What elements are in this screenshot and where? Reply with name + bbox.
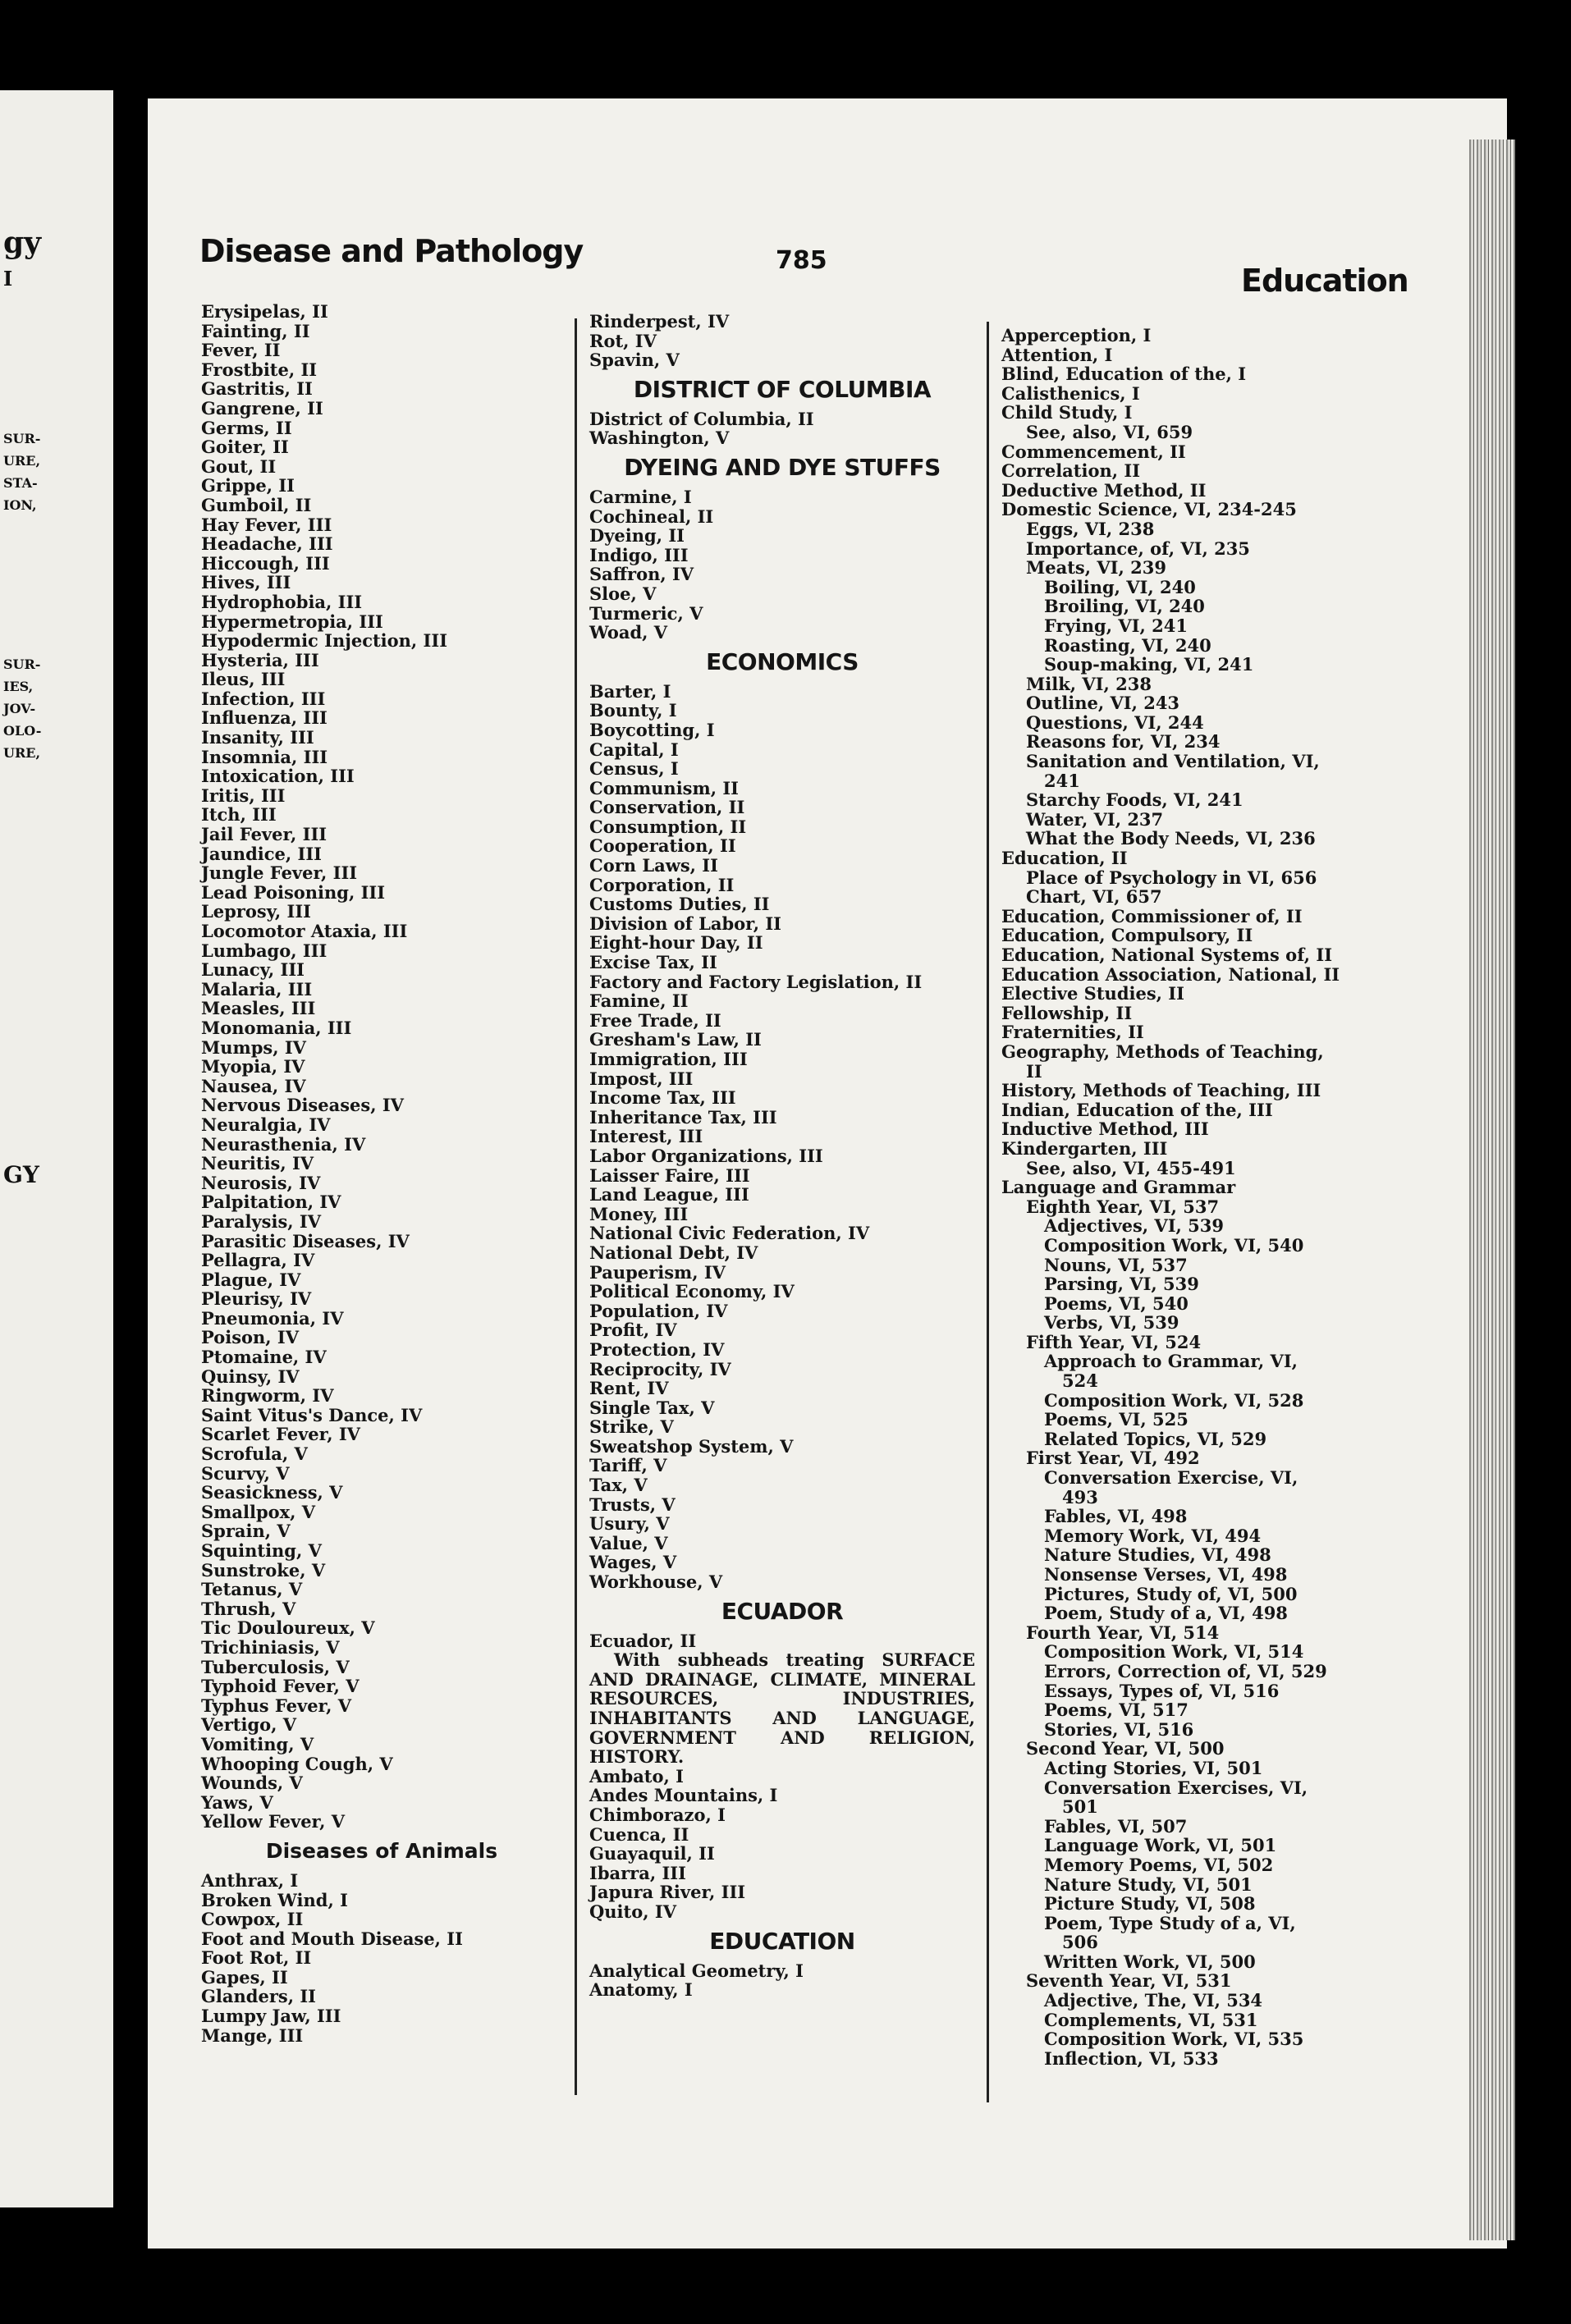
index-entry: Elective Studies, II	[1001, 983, 1184, 1004]
index-entry: Composition Work, VI, 540	[1044, 1234, 1304, 1256]
index-entry: Consumption, II	[589, 816, 747, 837]
index-entry: Wages, V	[589, 1552, 677, 1573]
index-entry: Typhus Fever, V	[201, 1695, 352, 1716]
index-entry: Conservation, II	[589, 797, 745, 818]
index-entry: Sloe, V	[589, 583, 657, 604]
page-number: 785	[776, 246, 827, 275]
index-entry: Neuritis, IV	[201, 1153, 314, 1174]
index-entry: Barter, I	[589, 680, 671, 702]
index-entry: 493	[1062, 1486, 1098, 1507]
index-entry: Education, II	[1001, 848, 1128, 869]
index-entry: Conversation Exercises, VI,	[1044, 1777, 1308, 1798]
section-heading: DYEING AND DYE STUFFS	[624, 453, 941, 481]
index-entry: Foot Rot, II	[201, 1947, 312, 1969]
index-entry: Money, III	[589, 1203, 689, 1224]
index-entry: Indian, Education of the, III	[1001, 1099, 1273, 1120]
index-entry: Plague, IV	[201, 1269, 301, 1290]
index-entry: Hypodermic Injection, III	[201, 630, 448, 652]
index-entry: Monomania, III	[201, 1017, 352, 1038]
index-column-1	[201, 302, 562, 2045]
index-entry: Tax, V	[589, 1475, 648, 1496]
index-entry: Chart, VI, 657	[1026, 886, 1162, 908]
index-entry: Erysipelas, II	[201, 301, 328, 322]
index-entry: Pleurisy, IV	[201, 1288, 312, 1310]
index-entry: Saint Vitus's Dance, IV	[201, 1404, 423, 1425]
index-entry: II	[1026, 1060, 1042, 1082]
index-entry: Stories, VI, 516	[1044, 1718, 1194, 1740]
index-entry: Corn Laws, II	[589, 855, 718, 876]
facing-page-fragment: JOV-	[3, 701, 36, 716]
index-entry: Usury, V	[589, 1513, 670, 1535]
index-entry: Communism, II	[589, 777, 739, 798]
index-entry: Fellowship, II	[1001, 1002, 1133, 1023]
index-entry: Anthrax, I	[201, 1869, 299, 1891]
index-entry: Cuenca, II	[589, 1823, 689, 1845]
index-entry: Fraternities, II	[1001, 1022, 1144, 1043]
index-entry: Gastritis, II	[201, 378, 313, 400]
index-entry: Poems, VI, 525	[1044, 1409, 1189, 1430]
index-entry: Soup-making, VI, 241	[1044, 654, 1254, 675]
index-entry: Itch, III	[201, 804, 277, 826]
index-entry: Paralysis, IV	[201, 1210, 322, 1232]
index-entry: Eight-hour Day, II	[589, 932, 763, 954]
page-stack-edge	[1469, 140, 1515, 2240]
facing-page-fragment: STA-	[3, 475, 38, 491]
index-entry: Foot and Mouth Disease, II	[201, 1928, 463, 1949]
index-entry: Seventh Year, VI, 531	[1026, 1970, 1232, 1992]
subheads-note: With subheads treating SURFACE AND DRAINAGE, CLIMATE, MINERAL RESOURCES, INDUSTRIES, INHABITANTS AND LANGUAGE, GOVERNMENT AND RELIGION, HISTORY.	[589, 1649, 975, 1768]
index-entry: Vomiting, V	[201, 1733, 314, 1754]
index-entry: Pneumonia, IV	[201, 1307, 344, 1329]
index-entry: Ileus, III	[201, 669, 286, 690]
index-entry: Outline, VI, 243	[1026, 693, 1180, 714]
index-entry: Adjective, The, VI, 534	[1044, 1990, 1263, 2011]
index-entry: Fables, VI, 507	[1044, 1815, 1188, 1837]
index-entry: Roasting, VI, 240	[1044, 634, 1211, 656]
index-entry: Pauperism, IV	[589, 1261, 726, 1283]
index-entry: Lumpy Jaw, III	[201, 2006, 341, 2027]
index-entry: Hay Fever, III	[201, 514, 332, 535]
index-entry: Nausea, IV	[201, 1075, 306, 1096]
index-entry: Immigration, III	[589, 1049, 748, 1069]
index-entry: Poems, VI, 540	[1044, 1292, 1189, 1314]
index-entry: See, also, VI, 455-491	[1026, 1157, 1236, 1178]
index-entry: Geography, Methods of Teaching,	[1001, 1041, 1324, 1062]
index-entry: Spavin, V	[589, 350, 680, 371]
index-entry: Carmine, I	[589, 486, 692, 507]
index-entry: Domestic Science, VI, 234-245	[1001, 499, 1297, 520]
index-entry: Parsing, VI, 539	[1044, 1274, 1199, 1295]
index-entry: Insomnia, III	[201, 746, 328, 767]
index-entry: Child Study, I	[1001, 402, 1133, 423]
facing-page-fragment: GY	[3, 1161, 39, 1188]
index-entry: Written Work, VI, 500	[1044, 1951, 1256, 1972]
index-entry: Education, National Systems of, II	[1001, 945, 1333, 965]
index-entry: Palpitation, IV	[201, 1192, 341, 1213]
index-entry: Influenza, III	[201, 707, 327, 729]
index-entry: Meats, VI, 239	[1026, 557, 1166, 579]
index-entry: Ptomaine, IV	[201, 1347, 327, 1368]
index-entry: Verbs, VI, 539	[1044, 1312, 1179, 1334]
index-entry: Value, V	[589, 1532, 668, 1553]
index-entry: Reciprocity, IV	[589, 1358, 731, 1379]
index-entry: Poem, Type Study of a, VI,	[1044, 1912, 1296, 1933]
index-entry: Rent, IV	[589, 1378, 669, 1399]
index-entry: Grippe, II	[201, 475, 295, 496]
index-entry: Jail Fever, III	[201, 824, 327, 845]
index-entry: Jungle Fever, III	[201, 862, 358, 884]
facing-page-fragment: ION,	[3, 497, 37, 513]
index-entry: Broiling, VI, 240	[1044, 596, 1205, 617]
index-entry: Correlation, II	[1001, 460, 1141, 482]
index-entry: Single Tax, V	[589, 1397, 715, 1418]
index-entry: Profit, IV	[589, 1320, 677, 1341]
section-heading: EDUCATION	[709, 1927, 855, 1955]
column-rule	[575, 318, 577, 2095]
index-entry: Protection, IV	[589, 1338, 725, 1360]
index-entry: 524	[1062, 1370, 1098, 1392]
index-entry: 501	[1062, 1796, 1098, 1818]
index-entry: Nonsense Verses, VI, 498	[1044, 1564, 1288, 1585]
index-column-3	[1001, 326, 1412, 2068]
index-entry: Essays, Types of, VI, 516	[1044, 1680, 1280, 1701]
index-entry: Chimborazo, I	[589, 1804, 726, 1825]
index-entry: Quito, IV	[589, 1901, 676, 1922]
index-entry: Neuralgia, IV	[201, 1114, 331, 1135]
index-entry: Adjectives, VI, 539	[1044, 1215, 1224, 1237]
index-entry: Errors, Correction of, VI, 529	[1044, 1660, 1327, 1681]
index-entry: Trusts, V	[589, 1494, 676, 1515]
index-entry: Tariff, V	[589, 1455, 667, 1476]
index-entry: Scarlet Fever, IV	[201, 1424, 360, 1445]
index-entry: Poison, IV	[201, 1327, 300, 1348]
index-entry: Scurvy, V	[201, 1462, 290, 1484]
running-head-left: Disease and Pathology	[199, 233, 584, 269]
index-entry: Ibarra, III	[589, 1862, 686, 1883]
index-entry: Leprosy, III	[201, 901, 311, 922]
index-entry: Trichiniasis, V	[201, 1636, 340, 1658]
index-entry: Lumbago, III	[201, 940, 327, 961]
index-entry: History, Methods of Teaching, III	[1001, 1080, 1321, 1101]
index-entry: Cochineal, II	[589, 506, 714, 527]
index-entry: Excise Tax, II	[589, 952, 717, 973]
running-head-right: Education	[1241, 263, 1408, 299]
facing-page-fragment: gy	[3, 226, 42, 260]
index-entry: Inheritance Tax, III	[589, 1106, 777, 1128]
facing-page-edge	[0, 90, 113, 2207]
index-entry: Ringworm, IV	[201, 1385, 334, 1407]
index-entry: Nature Studies, VI, 498	[1044, 1544, 1271, 1566]
index-entry: Gumboil, II	[201, 494, 312, 515]
index-entry: Broken Wind, I	[201, 1889, 348, 1910]
index-entry: Squinting, V	[201, 1540, 322, 1561]
index-entry: Ecuador, II	[589, 1630, 697, 1651]
index-entry: Capital, I	[589, 739, 679, 760]
index-entry: Boycotting, I	[589, 719, 715, 740]
index-entry: Hiccough, III	[201, 552, 330, 574]
index-entry: Education, Commissioner of, II	[1001, 905, 1303, 926]
index-entry: Jaundice, III	[201, 843, 322, 864]
index-entry: Typhoid Fever, V	[201, 1676, 360, 1697]
index-entry: Fainting, II	[201, 320, 310, 341]
index-entry: Corporation, II	[589, 874, 735, 895]
index-entry: Boiling, VI, 240	[1044, 576, 1196, 597]
index-entry: Neurasthenia, IV	[201, 1133, 366, 1155]
index-entry: Whooping Cough, V	[201, 1753, 393, 1774]
facing-page-fragment: URE,	[3, 745, 41, 761]
index-entry: Language Work, VI, 501	[1044, 1835, 1277, 1856]
index-entry: Mange, III	[201, 2024, 304, 2046]
index-entry: Gout, II	[201, 455, 277, 477]
index-entry: Water, VI, 237	[1026, 808, 1164, 830]
index-entry: Intoxication, III	[201, 766, 355, 787]
index-entry: Hives, III	[201, 572, 291, 593]
index-entry: Parasitic Diseases, IV	[201, 1230, 410, 1251]
index-entry: Division of Labor, II	[589, 913, 781, 934]
index-entry: Importance, of, VI, 235	[1026, 538, 1250, 559]
index-entry: Approach to Grammar, VI,	[1044, 1351, 1298, 1372]
index-entry: Fever, II	[201, 340, 281, 361]
index-entry: Malaria, III	[201, 978, 313, 1000]
facing-page-fragment: I	[3, 267, 13, 290]
section-heading: DISTRICT OF COLUMBIA	[633, 375, 932, 403]
index-entry: Population, IV	[589, 1300, 728, 1321]
section-heading: ECUADOR	[721, 1597, 844, 1625]
index-entry: Wounds, V	[201, 1773, 303, 1794]
index-entry: Glanders, II	[201, 1986, 316, 2007]
index-entry: Hydrophobia, III	[201, 591, 363, 612]
index-entry: Washington, V	[589, 428, 730, 449]
index-entry: Attention, I	[1001, 344, 1113, 365]
index-entry: Calisthenics, I	[1001, 382, 1140, 404]
index-entry: Apperception, I	[1001, 325, 1152, 345]
index-entry: Tuberculosis, V	[201, 1656, 350, 1677]
index-entry: Impost, III	[589, 1068, 694, 1089]
index-entry: Myopia, IV	[201, 1056, 305, 1077]
index-entry: Sunstroke, V	[201, 1559, 326, 1581]
index-entry: Dyeing, II	[589, 525, 685, 547]
index-entry: Andes Mountains, I	[589, 1785, 778, 1806]
index-entry: Place of Psychology in VI, 656	[1026, 867, 1317, 888]
facing-page-fragment: URE,	[3, 453, 41, 469]
index-entry: Bounty, I	[589, 700, 677, 721]
index-entry: 241	[1044, 770, 1080, 791]
index-entry: Nature Study, VI, 501	[1044, 1873, 1253, 1895]
index-entry: Memory Work, VI, 494	[1044, 1525, 1262, 1546]
index-entry: Woad, V	[589, 622, 668, 643]
index-entry: Famine, II	[589, 990, 689, 1012]
index-entry: Picture Study, VI, 508	[1044, 1893, 1256, 1915]
index-entry: Measles, III	[201, 998, 316, 1019]
index-entry: Customs Duties, II	[589, 894, 770, 915]
index-entry: Pictures, Study of, VI, 500	[1044, 1583, 1298, 1604]
index-entry: Composition Work, VI, 528	[1044, 1389, 1304, 1411]
index-entry: Seasickness, V	[201, 1482, 343, 1503]
index-entry: Education, Compulsory, II	[1001, 925, 1253, 946]
index-entry: Rot, IV	[589, 330, 657, 351]
index-entry: Composition Work, VI, 514	[1044, 1641, 1304, 1663]
index-entry: Scrofula, V	[201, 1443, 308, 1465]
index-entry: Census, I	[589, 758, 679, 780]
index-entry: Political Economy, IV	[589, 1281, 795, 1302]
index-entry: Neurosis, IV	[201, 1172, 321, 1193]
index-entry: Nouns, VI, 537	[1044, 1254, 1188, 1275]
index-entry: Commencement, II	[1001, 441, 1186, 462]
index-entry: Eggs, VI, 238	[1026, 518, 1155, 539]
index-entry: Kindergarten, III	[1001, 1137, 1168, 1159]
index-entry: Strike, V	[589, 1416, 674, 1438]
index-entry: Acting Stories, VI, 501	[1044, 1757, 1263, 1778]
index-entry: Fables, VI, 498	[1044, 1506, 1188, 1527]
index-entry: Factory and Factory Legislation, II	[589, 971, 923, 992]
index-entry: Locomotor Ataxia, III	[201, 921, 408, 941]
index-entry: Nervous Diseases, IV	[201, 1095, 404, 1116]
index-entry: Germs, II	[201, 417, 292, 438]
index-entry: Iritis, III	[201, 785, 286, 806]
section-heading: ECONOMICS	[706, 647, 859, 675]
index-entry: Inflection, VI, 533	[1044, 2047, 1219, 2069]
index-entry: National Debt, IV	[589, 1242, 758, 1263]
index-entry: Frying, VI, 241	[1044, 615, 1188, 636]
index-column-2	[589, 312, 975, 2000]
index-entry: Anatomy, I	[589, 1979, 693, 2001]
index-entry: Memory Poems, VI, 502	[1044, 1854, 1274, 1875]
index-entry: Insanity, III	[201, 727, 314, 748]
index-entry: Questions, VI, 244	[1026, 711, 1204, 733]
index-entry: Lead Poisoning, III	[201, 881, 386, 903]
index-entry: Land League, III	[589, 1184, 749, 1205]
index-entry: Workhouse, V	[589, 1571, 723, 1593]
index-entry: Rinderpest, IV	[589, 311, 730, 332]
index-entry: See, also, VI, 659	[1026, 421, 1193, 442]
index-entry: Eighth Year, VI, 537	[1026, 1196, 1220, 1217]
index-entry: Vertigo, V	[201, 1714, 297, 1736]
index-entry: Cowpox, II	[201, 1909, 304, 1930]
index-entry: Thrush, V	[201, 1598, 296, 1619]
index-entry: Gangrene, II	[201, 397, 323, 419]
index-entry: Conversation Exercise, VI,	[1044, 1467, 1298, 1489]
index-entry: Interest, III	[589, 1126, 703, 1147]
index-entry: Sweatshop System, V	[589, 1435, 794, 1457]
index-entry: Hysteria, III	[201, 649, 319, 670]
index-entry: District of Columbia, II	[589, 408, 814, 429]
index-entry: Goiter, II	[201, 437, 289, 458]
index-entry: Laisser Faire, III	[589, 1164, 750, 1186]
facing-page-fragment: IES,	[3, 679, 34, 694]
index-entry: Poem, Study of a, VI, 498	[1044, 1603, 1288, 1624]
index-entry: Composition Work, VI, 535	[1044, 2029, 1304, 2050]
index-entry: What the Body Needs, VI, 236	[1026, 828, 1316, 849]
index-entry: Japura River, III	[589, 1882, 746, 1903]
index-entry: Yellow Fever, V	[201, 1811, 346, 1832]
index-entry: National Civic Federation, IV	[589, 1223, 870, 1244]
index-entry: Cooperation, II	[589, 835, 736, 857]
index-entry: Infection, III	[201, 688, 326, 709]
index-entry: Blind, Education of the, I	[1001, 364, 1247, 385]
index-entry: Free Trade, II	[589, 1009, 721, 1031]
index-entry: Poems, VI, 517	[1044, 1700, 1189, 1721]
index-entry: Labor Organizations, III	[589, 1145, 823, 1166]
index-entry: Headache, III	[201, 533, 333, 555]
index-entry: Gresham's Law, II	[589, 1029, 762, 1050]
facing-page-fragment: SUR-	[3, 431, 41, 446]
index-entry: Inductive Method, III	[1001, 1119, 1209, 1140]
index-entry: Tetanus, V	[201, 1579, 303, 1600]
index-entry: Reasons for, VI, 234	[1026, 731, 1221, 753]
index-entry: Fourth Year, VI, 514	[1026, 1622, 1220, 1643]
index-entry: Complements, VI, 531	[1044, 2009, 1258, 2030]
index-entry: Quinsy, IV	[201, 1366, 300, 1387]
index-entry: Income Tax, III	[589, 1087, 736, 1109]
index-entry: Ambato, I	[589, 1765, 684, 1786]
index-entry: Gapes, II	[201, 1966, 288, 1988]
index-entry: Milk, VI, 238	[1026, 673, 1152, 694]
index-entry: Hypermetropia, III	[201, 611, 383, 632]
index-entry: Tic Douloureux, V	[201, 1617, 375, 1639]
index-entry: Language and Grammar	[1001, 1177, 1236, 1198]
index-entry: Pellagra, IV	[201, 1250, 315, 1271]
index-entry: Deductive Method, II	[1001, 479, 1207, 501]
index-entry: Sanitation and Ventilation, VI,	[1026, 751, 1320, 772]
index-entry: Mumps, IV	[201, 1036, 306, 1058]
section-heading: Diseases of Animals	[265, 1838, 498, 1863]
index-entry: Saffron, IV	[589, 564, 694, 585]
facing-page-fragment: SUR-	[3, 656, 41, 672]
index-entry: Frostbite, II	[201, 359, 318, 380]
facing-page-fragment: OLO-	[3, 723, 42, 739]
index-entry: Education Association, National, II	[1001, 963, 1340, 985]
index-entry: Starchy Foods, VI, 241	[1026, 789, 1244, 811]
index-entry: Related Topics, VI, 529	[1044, 1428, 1267, 1449]
index-entry: Lunacy, III	[201, 959, 305, 981]
index-entry: Turmeric, V	[589, 602, 703, 624]
index-entry: Sprain, V	[201, 1521, 291, 1542]
index-entry: Analytical Geometry, I	[589, 1960, 804, 1981]
column-rule	[987, 322, 989, 2102]
index-entry: 506	[1062, 1932, 1098, 1953]
index-entry: Smallpox, V	[201, 1501, 316, 1522]
index-entry: Indigo, III	[589, 544, 689, 565]
index-entry: Second Year, VI, 500	[1026, 1738, 1225, 1759]
index-entry: First Year, VI, 492	[1026, 1448, 1200, 1469]
index-entry: Guayaquil, II	[589, 1843, 715, 1864]
index-entry: Yaws, V	[201, 1791, 273, 1813]
index-entry: Fifth Year, VI, 524	[1026, 1331, 1202, 1352]
